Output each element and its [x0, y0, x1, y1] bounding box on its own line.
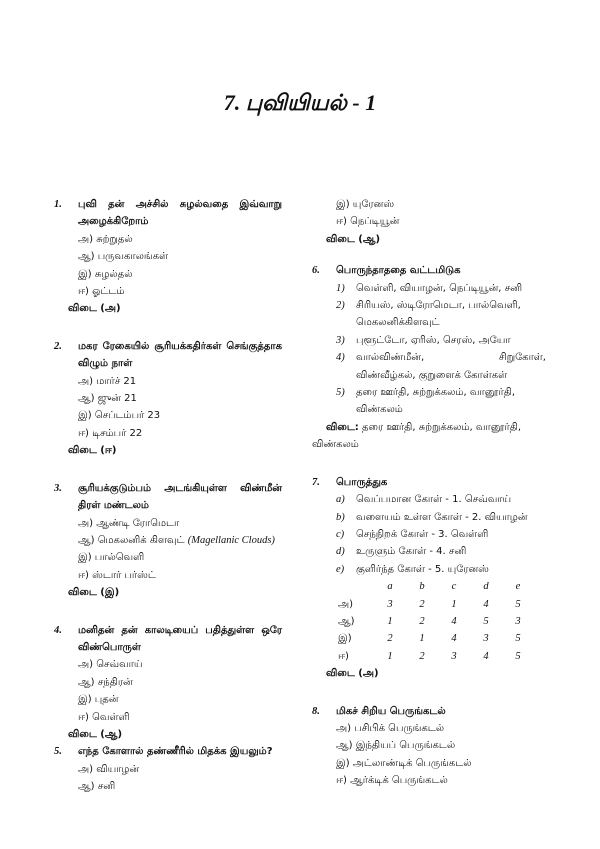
question-number: 4.	[54, 624, 62, 636]
answer: விடை (அ)	[326, 668, 379, 680]
option: அ) பசிபிக் பெருங்கடல்	[336, 722, 445, 734]
match-item: b) வளையம் உள்ள கோள் - 2. வியாழன்	[336, 511, 528, 523]
question-number: 6.	[312, 265, 320, 277]
row-label: ஈ)	[338, 650, 349, 662]
match-item: d) உருளும் கோள் - 4. சனி	[336, 546, 467, 558]
table-cell: 2	[419, 615, 425, 627]
option: ஆ) இந்தியப் பெருங்கடல்	[336, 740, 456, 752]
option	[54, 532, 282, 549]
table-header-cell: d	[483, 581, 489, 593]
option: ஆ) பருவகாலங்கள்	[78, 251, 169, 263]
table-cell: 3	[387, 598, 393, 610]
table-cell: 5	[483, 615, 489, 627]
table-cell: 3	[483, 633, 489, 645]
list-item-continued: மெகலனிக்கிளவுட்	[356, 317, 440, 329]
question-text: புவி தன் அச்சில் சுழல்வதை இவ்வாறு அழைக்கிறோம்	[78, 199, 282, 228]
list-item-continued: விண்கலம்	[356, 404, 403, 416]
option: இ) அட்லாண்டிக் பெருங்கடல்	[336, 757, 472, 769]
question-6	[312, 262, 546, 453]
table-cell: 3	[451, 650, 457, 662]
table-header-row	[334, 578, 534, 595]
list-item: 5) தரை ஊர்தி, சுற்றுக்கலம், வானூர்தி,	[336, 387, 516, 399]
match-item: a) வெப்பமான கோள் - 1. செவ்வாய்	[336, 494, 512, 506]
chapter-title: 7. புவியியல் - 1	[223, 90, 377, 115]
option: இ) பால்வெளி	[78, 552, 145, 564]
question-5-continued	[312, 196, 546, 248]
option: அ) மார்ச் 21	[78, 375, 137, 387]
answer: விடை (ஆ)	[326, 233, 381, 245]
list-item: 2) சிரியஸ், ஸ்டிரோமெடா, பால்வெளி,	[336, 300, 521, 312]
table-row	[334, 613, 534, 630]
row-label: ஆ)	[338, 615, 355, 627]
list-item-continued: விண்வீழ்கல், குறுளைக் கோள்கள்	[356, 369, 508, 381]
question-8	[312, 703, 546, 790]
table-cell: 1	[387, 650, 393, 662]
table-cell: 4	[483, 650, 489, 662]
question-3	[54, 480, 282, 602]
table-cell: 5	[515, 650, 521, 662]
match-item: e) குளிர்ந்த கோள் - 5. யுரேனஸ்	[336, 563, 489, 575]
question-text: பொருந்தாததை வட்டமிடுக	[336, 265, 461, 277]
table-cell: 1	[419, 633, 425, 645]
option: இ) யுரேனஸ்	[336, 199, 395, 210]
left-column	[54, 196, 282, 796]
right-column	[312, 196, 546, 790]
list-item: 4) வால்விண்மீன், சிறுகோள்,	[336, 352, 546, 364]
table-header-cell: a	[387, 581, 393, 593]
table-header-cell: c	[451, 581, 457, 593]
answer: விடை (இ)	[68, 587, 120, 599]
option: ஈ) டிசம்பர் 22	[78, 427, 143, 439]
option: அ) சுற்றுதல்	[78, 233, 133, 245]
question-7	[312, 474, 546, 683]
table-cell: 5	[515, 633, 521, 645]
table-row	[334, 630, 534, 647]
row-label: அ)	[338, 598, 354, 610]
table-header-cell: e	[515, 581, 521, 593]
list-item: 3) புளூட்டோ, ஏரிஸ், செரஸ், அயோ	[336, 334, 511, 346]
question-text: சூரியக்குடும்பம் அடங்கியுள்ள விண்மீன் திரள் மண்டலம்	[78, 482, 282, 512]
option: இ) செப்டம்பர் 23	[78, 410, 161, 422]
match-table	[334, 578, 534, 665]
question-5	[54, 743, 282, 795]
question-number: 7.	[312, 476, 320, 488]
option: இ) சுழல்தல்	[78, 268, 133, 280]
table-cell: 4	[451, 615, 457, 627]
option: ஆ) ஜுன் 21	[78, 393, 137, 405]
table-cell: 4	[451, 633, 457, 645]
option: ஈ) நெப்டியூன்	[336, 216, 400, 228]
option: அ) ஆண்டி ரோமெடா	[78, 517, 180, 529]
question-4	[54, 622, 282, 744]
option: அ) செவ்வாய்	[78, 659, 143, 671]
table-cell: 1	[451, 598, 457, 610]
table-row	[334, 596, 534, 613]
question-text: மனிதன் தன் காலடியைப் பதித்துள்ள ஒரே விண்பொருள்	[78, 624, 282, 653]
table-cell: 4	[483, 598, 489, 610]
table-cell: 2	[387, 633, 393, 645]
question-text: பொருத்துக	[336, 476, 388, 488]
option: ஈ) ஓட்டம்	[78, 286, 125, 298]
question-2	[54, 338, 282, 460]
answer	[312, 419, 546, 436]
option-text: ஆ) மெகலனிக் கிளவுட்	[78, 534, 185, 546]
question-number: 3.	[54, 482, 62, 494]
match-item: c) செந்நிறக் கோள் - 3. வெள்ளி	[336, 528, 489, 540]
answer: விடை (ஈ)	[68, 445, 117, 457]
table-cell: 2	[419, 650, 425, 662]
question-text: மகர ரேகையில் சூரியக்கதிர்கள் செங்குத்தாக விழும் நாள்	[78, 340, 282, 370]
option: ஈ) வெள்ளி	[78, 711, 130, 723]
option: ஈ) ஆர்க்டிக் பெருங்கடல்	[336, 775, 448, 787]
table-cell: 3	[515, 615, 521, 627]
option: ஆ) சந்திரன்	[78, 676, 133, 688]
row-label: இ)	[338, 633, 352, 645]
list-item: 1) வெள்ளி, வியாழன், நெப்டியூன், சனி	[336, 282, 523, 294]
answer-text-continued: விண்கலம்	[312, 439, 359, 451]
table-cell: 5	[515, 598, 521, 610]
option: ஆ) சனி	[78, 781, 116, 793]
answer-text: தரை ஊர்தி, சுற்றுக்கலம், வானூர்தி,	[362, 421, 522, 433]
table-header-cell: b	[419, 581, 425, 593]
table-cell: 2	[419, 598, 425, 610]
question-number: 1.	[54, 199, 62, 210]
option: அ) வியாழன்	[78, 763, 140, 775]
option: இ) புதன்	[78, 694, 119, 706]
answer: விடை (அ)	[68, 303, 121, 315]
question-1	[54, 196, 282, 318]
question-number: 2.	[54, 340, 62, 352]
answer-label: விடை:	[326, 421, 359, 433]
answer: விடை (ஆ)	[68, 728, 123, 740]
option: ஈ) ஸ்டார் பர்ஸ்ட்	[78, 569, 156, 581]
english-note: (Magellanic Clouds)	[187, 534, 275, 546]
table-row	[334, 648, 534, 665]
question-text: எந்த கோளால் தண்ணீரில் மிதக்க இயலும்?	[78, 746, 273, 758]
question-text: மிகச் சிறிய பெருங்கடல்	[336, 705, 446, 717]
table-cell: 1	[387, 615, 393, 627]
question-number: 8.	[312, 705, 320, 717]
question-number: 5.	[54, 746, 62, 758]
